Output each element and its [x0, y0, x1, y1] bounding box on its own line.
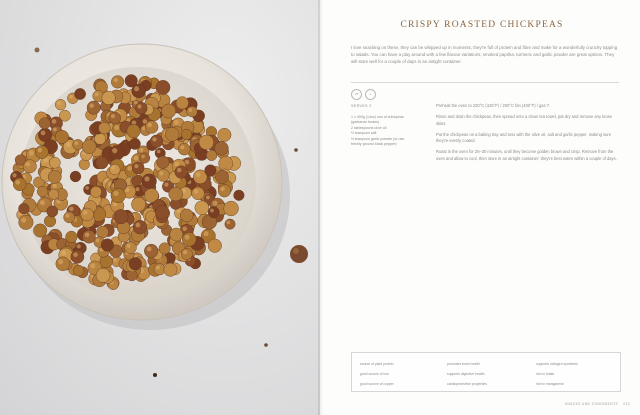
chickpea-highlight: [147, 123, 152, 128]
chickpea: [81, 208, 94, 221]
chickpea-highlight: [156, 266, 160, 270]
chickpea-highlight: [180, 145, 184, 149]
chickpea: [135, 102, 147, 114]
chickpea: [208, 239, 222, 253]
chickpea-highlight: [182, 227, 187, 232]
chickpea: [96, 157, 108, 169]
chickpea: [55, 99, 66, 110]
chickpea: [159, 243, 170, 254]
chickpea: [164, 263, 177, 276]
chickpea: [37, 186, 48, 197]
chickpea: [156, 80, 170, 94]
chickpea: [132, 84, 146, 98]
nutrition-item: promotes brain health: [447, 362, 480, 366]
nutrition-item: rich in folate: [536, 372, 555, 376]
chickpea-highlight: [114, 125, 119, 130]
chickpea: [155, 205, 169, 219]
chickpea: [64, 212, 75, 223]
chickpea: [195, 201, 209, 215]
chickpea-highlight: [40, 200, 45, 205]
chickpea: [133, 220, 147, 234]
chickpea: [70, 171, 81, 182]
chickpea-highlight: [127, 166, 132, 171]
chickpea-highlight: [152, 137, 156, 141]
chickpea: [181, 248, 192, 259]
chickpea: [218, 185, 231, 198]
chickpea: [180, 209, 193, 222]
chickpea: [79, 159, 90, 170]
chickpea-highlight: [66, 214, 70, 218]
chickpea-highlight: [29, 150, 34, 155]
chickpea: [111, 188, 126, 203]
chickpea-highlight: [196, 172, 201, 177]
chickpea: [142, 174, 157, 189]
recipe-intro: I love snacking on these, they can be whipped up in moments, they're full of protein and fibre and make for a wonderfully crunchy topping to salads. You can have a play around with a few flavour variations; smoked paprika, turmeric and garlic powder are great options. They will store well for a couple of days in an airtight container.: [351, 45, 618, 65]
nutrition-item: supports collagen synthesis: [536, 362, 578, 366]
chickpea: [187, 106, 198, 117]
nutrition-item: source of plant protein: [360, 362, 394, 366]
chickpea-highlight: [213, 201, 218, 206]
chickpea-highlight: [69, 207, 74, 212]
chickpea: [73, 265, 84, 276]
chickpea: [99, 122, 111, 134]
chickpea-highlight: [52, 119, 57, 124]
chickpea: [192, 187, 205, 200]
chickpea-highlight: [26, 162, 31, 167]
chickpea: [125, 242, 137, 254]
chickpea: [140, 153, 150, 163]
chickpea-highlight: [220, 187, 224, 191]
chickpea: [83, 230, 96, 243]
chickpea: [56, 257, 70, 271]
chickpea-highlight: [113, 191, 118, 196]
chickpea: [165, 127, 179, 141]
method-step: Put the chickpeas on a baking tray and toss with the olive oil, salt and garlic pepper, making sure they're evenly coated.: [436, 131, 611, 144]
chickpea-highlight: [137, 104, 141, 108]
ingredient-item: ½ teaspoon garlic powder (or use freshly ground black pepper): [351, 136, 405, 147]
page-footer: [324, 402, 630, 406]
chickpea: [73, 139, 84, 150]
ingredient-item: 2 tablespoons olive oil: [351, 125, 387, 130]
chickpea: [15, 155, 26, 166]
chickpea: [178, 143, 190, 155]
chickpea-highlight: [127, 244, 131, 248]
nutrition-item: rich in manganese: [536, 382, 564, 386]
method-steps: [436, 103, 619, 167]
ingredient-list: [351, 115, 415, 147]
chickpea-highlight: [227, 221, 231, 225]
chickpea-highlight: [175, 162, 180, 167]
chickpea-highlight: [147, 247, 152, 252]
chickpea: [129, 138, 140, 149]
chickpea-highlight: [112, 148, 117, 153]
chickpea-highlight: [52, 184, 56, 188]
chickpea: [170, 228, 183, 241]
chickpea: [205, 165, 217, 177]
nutrition-item: good source of iron: [360, 372, 390, 376]
chickpea-highlight: [204, 231, 209, 236]
chickpea-highlight: [95, 92, 99, 96]
chickpea: [225, 219, 235, 229]
chickpea: [47, 206, 58, 217]
chickpea: [145, 121, 158, 134]
chickpea-highlight: [12, 173, 16, 177]
footer-section: SNACKS AND CONDIMENTS: [564, 402, 619, 406]
chickpea-highlight: [206, 196, 210, 200]
chickpea-highlight: [177, 168, 181, 172]
vegetarian-badge: VT: [351, 89, 362, 100]
chickpea: [132, 162, 144, 174]
ingredient-item: ½ teaspoon salt: [351, 131, 377, 136]
chickpea-highlight: [210, 209, 214, 213]
chickpea: [234, 190, 245, 201]
chickpea: [71, 250, 84, 263]
chickpea: [208, 207, 219, 218]
nutrition-item: supports digestive health: [447, 372, 485, 376]
chickpea: [206, 150, 217, 161]
chickpea-highlight: [83, 210, 88, 215]
chickpea-highlight: [134, 86, 139, 91]
chickpea: [82, 140, 96, 154]
chickpea-highlight: [53, 128, 57, 132]
chickpea-highlight: [85, 233, 90, 238]
chickpea: [169, 187, 183, 201]
chickpea-highlight: [189, 108, 193, 112]
method-step: Rinse and drain the chickpeas, then spread onto a clean tea towel, pat dry and remove any loose skins.: [436, 114, 612, 126]
chickpea: [150, 135, 163, 148]
chickpea: [13, 178, 26, 191]
chickpea: [75, 88, 86, 99]
chickpea-highlight: [177, 209, 181, 213]
nutrition-item: good source of copper: [360, 382, 394, 386]
chickpea: [94, 133, 105, 144]
chickpea: [44, 215, 56, 227]
chickpea: [111, 76, 124, 89]
chickpea: [19, 215, 34, 230]
chickpea: [224, 201, 239, 216]
chickpea: [96, 226, 108, 238]
chickpea-highlight: [185, 235, 190, 240]
chickpea-highlight: [159, 171, 163, 175]
serves-label: SERVES 2: [351, 104, 372, 108]
chickpea-highlight: [90, 263, 95, 268]
page-number: 223: [623, 402, 630, 406]
chickpea: [110, 146, 125, 161]
chickpea-highlight: [73, 252, 78, 257]
recipe-title: CRISPY ROASTED CHICKPEAS: [400, 20, 564, 30]
chickpea: [35, 146, 48, 159]
chickpea: [144, 244, 158, 258]
chickpea: [66, 231, 78, 243]
chickpea-highlight: [58, 259, 63, 264]
method-step: Preheat the oven to 220°C (425°F) / 200°C fan (400°F) / gas 7.: [436, 103, 551, 108]
chickpea: [127, 124, 141, 138]
chickpea: [109, 112, 121, 124]
chickpea-highlight: [74, 141, 78, 145]
recipe-page: [324, 0, 640, 415]
chickpea-highlight: [194, 189, 198, 193]
ingredient-item: 1 x 400g (14oz) can of chickpeas (garbanzo beans): [351, 115, 404, 125]
chickpea-highlight: [38, 148, 43, 153]
chickpea-highlight: [174, 120, 178, 124]
chickpea-highlight: [113, 258, 117, 262]
chickpea-highlight: [69, 95, 73, 99]
chickpea-highlight: [15, 180, 20, 185]
chickpea: [49, 189, 59, 199]
chickpea-highlight: [21, 218, 26, 223]
chickpea: [19, 203, 30, 214]
chickpea: [182, 232, 196, 246]
chickpea: [199, 135, 214, 150]
chickpea-highlight: [111, 114, 115, 118]
nutrition-item: cardioprotective properties: [447, 382, 487, 386]
chickpea-highlight: [41, 131, 46, 136]
chickpea-highlight: [111, 166, 115, 170]
chickpea: [48, 170, 61, 183]
chickpea: [215, 170, 228, 183]
divider: [351, 82, 619, 83]
chickpea: [49, 157, 60, 168]
chickpea: [96, 268, 110, 282]
chickpea: [157, 156, 170, 169]
chickpea-highlight: [61, 251, 66, 256]
chickpea: [34, 224, 47, 237]
chickpea: [131, 197, 145, 211]
chickpea: [87, 101, 100, 114]
chickpea-highlight: [85, 186, 89, 190]
chickpea: [90, 186, 101, 197]
chickpea: [161, 104, 175, 118]
nutrition-box: [351, 352, 621, 392]
chickpea: [215, 142, 229, 156]
chickpea-highlight: [57, 101, 61, 105]
chickpea-highlight: [134, 164, 138, 168]
chickpea-highlight: [157, 150, 161, 154]
chickpea-highlight: [139, 148, 143, 152]
chickpea: [218, 128, 231, 141]
chickpea-highlight: [96, 239, 100, 243]
chickpea-highlight: [114, 78, 118, 82]
chickpea-highlight: [77, 244, 81, 248]
plus-badge: +: [365, 89, 376, 100]
chickpea: [157, 169, 170, 182]
chickpea-highlight: [164, 183, 168, 187]
chickpea-highlight: [144, 176, 149, 181]
chickpea: [114, 209, 128, 223]
chickpea-highlight: [136, 187, 140, 191]
chickpea: [101, 239, 114, 252]
chickpea: [102, 91, 116, 105]
chickpea-highlight: [141, 155, 145, 159]
method-step: Roast in the oven for 25–30 minutes, until they become golden brown and crisp. Remove from the oven and allow to cool, then store in an airtight container; they're best eaten within a couple of days.: [436, 149, 617, 161]
chickpea-highlight: [66, 142, 71, 147]
chickpea-highlight: [89, 103, 94, 108]
chickpea: [109, 164, 120, 175]
chickpea: [175, 166, 188, 179]
chickpea-highlight: [136, 223, 141, 228]
chickpea-highlight: [134, 156, 139, 161]
chickpea-highlight: [183, 250, 187, 254]
chickpea: [181, 129, 192, 140]
chickpea: [39, 118, 50, 129]
chickpea: [219, 156, 233, 170]
chickpea: [55, 130, 68, 143]
chickpea: [176, 97, 189, 110]
chickpea: [129, 258, 142, 271]
